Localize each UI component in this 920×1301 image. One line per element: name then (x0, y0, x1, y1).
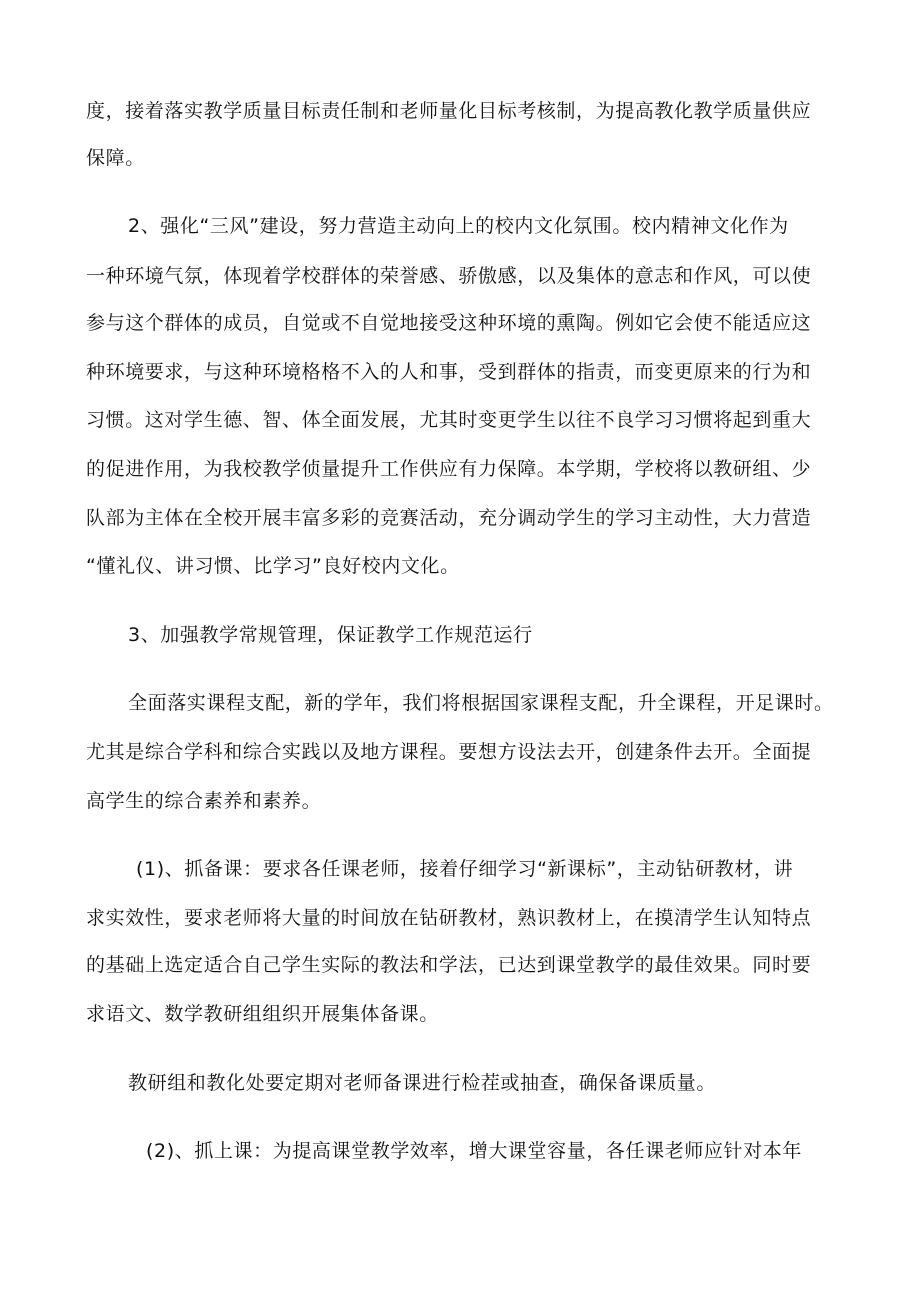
section-2-line-8: “懂礼仪、讲习惯、比学习”良好校内文化。 (86, 555, 460, 577)
intro-line-2: 保障。 (86, 147, 145, 169)
section-2-line-7: 队部为主体在全校开展丰富多彩的竞赛活动，充分调动学生的学习主动性，大力营造 (86, 507, 812, 529)
section-2-line-5: 习惯。这对学生德、智、体全面发展，尤其时变更学生以往不良学习习惯将起到重大 (86, 409, 812, 431)
item-1-line-2: 求实效性，要求老师将大量的时间放在钻研教材，熟识教材上，在摸清学生认知特点 (86, 907, 812, 929)
intro-line-1: 度，接着落实教学质量目标责任制和老师量化目标考核制，为提高教化教学质量供应 (86, 100, 812, 122)
section-2-line-1: 2、强化“三风”建设，努力营造主动向上的校内文化氛围。校内精神文化作为 (128, 215, 789, 237)
item-1-line-3: 的基础上选定适合自己学生实际的教法和学法，已达到课堂教学的最佳效果。同时要 (86, 954, 812, 976)
section-2-line-3: 参与这个群体的成员，自觉或不自觉地接受这种环境的熏陶。例如它会使不能适应这 (86, 312, 812, 334)
section-2-line-4: 种环境要求，与这种环境格格不入的人和事，受到群体的指责，而变更原来的行为和 (86, 361, 812, 383)
section-2-line-2: 一种环境气氛，体现着学校群体的荣誉感、骄傲感，以及集体的意志和作风，可以使 (86, 265, 812, 287)
section-2-line-6: 的促进作用，为我校教学侦量提升工作供应有力保障。本学期，学校将以教研组、少 (86, 458, 812, 480)
curriculum-line-2: 尤其是综合学科和综合实践以及地方课程。要想方设法去开，创建条件去开。全面提 (86, 741, 812, 763)
item-2-line-1: (2)、抓上课：为提高课堂教学效率，增大课堂容量，各任课老师应针对本年 (146, 1140, 802, 1162)
item-1-line-4: 求语文、数学教研组组织开展集体备课。 (86, 1003, 439, 1025)
curriculum-line-3: 高学生的综合素养和素养。 (86, 790, 322, 812)
lesson-check-line: 教研组和教化处要定期对老师备课进行检茬或抽查，确保备课质量。 (128, 1072, 717, 1094)
curriculum-line-1: 全面落实课程支配，新的学年，我们将根据国家课程支配，升全课程，开足课时。 (128, 692, 834, 714)
section-3-heading: 3、加强教学常规管理，保证教学工作规范运行 (128, 624, 533, 646)
item-1-line-1: (1)、抓备课：要求各任课老师，接着仔细学习“新课标”，主动钻研教材，讲 (136, 858, 794, 880)
